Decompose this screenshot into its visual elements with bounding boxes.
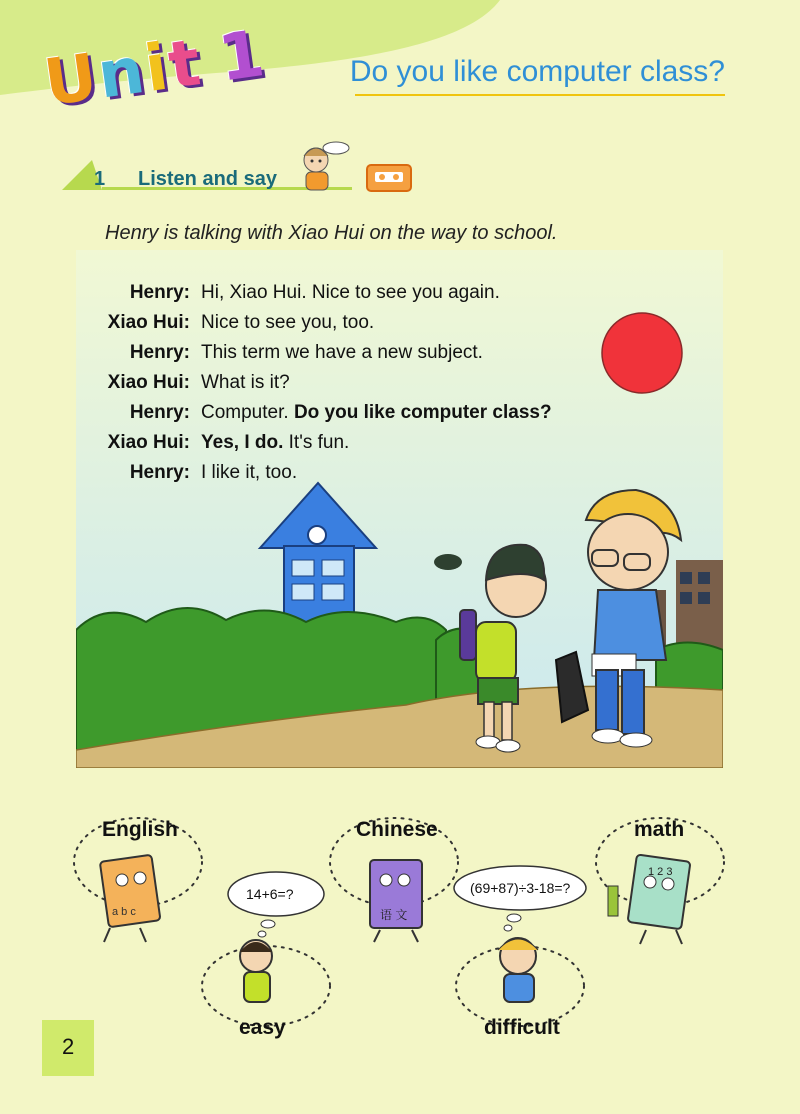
unit-number: 1 [214,16,271,97]
line-text: What is it? [201,372,290,393]
section-title: Listen and say [138,168,277,190]
math-book-glyphs: 1 2 3 [648,866,673,878]
speaker: Xiao Hui: [107,372,190,393]
key-sentence: Do you like computer class? [293,402,552,423]
story-scene [76,250,723,768]
unit-logo: Unit 1 [39,16,271,122]
speaker: Henry: [129,342,190,363]
word-math: math [634,818,685,841]
happy-girl-icon [240,940,272,1002]
page-number: 2 [62,1034,75,1059]
line-text: I like it, too. [201,462,298,483]
line-text-part: It's fun. [283,432,350,453]
line-text [201,432,349,454]
line-text: Hi, Xiao Hui. Nice to see you again. [201,282,500,303]
listening-girl-icon [296,134,356,192]
speaker: Henry: [129,282,190,303]
easy-sum-text: 14+6=? [246,886,294,902]
word-easy: easy [239,1016,286,1039]
speaker: Xiao Hui: [107,312,190,333]
english-book-icon [100,855,161,942]
speaker: Xiao Hui: [107,432,190,453]
intro-text: Henry is talking with Xiao Hui on the way to school. [105,222,558,244]
line-text: Nice to see you, too. [201,312,375,333]
title-underline [355,94,725,96]
english-book-glyphs: a b c [112,906,136,918]
speaker: Henry: [129,402,190,423]
hard-sum-text: (69+87)÷3-18=? [470,880,571,896]
line-text [201,402,552,424]
chinese-book-glyphs: 语 文 [380,908,408,922]
word-english: English [102,818,178,841]
word-difficult: difficult [484,1016,560,1039]
section-number: 1 [94,168,106,190]
page-title: Do you like computer class? [349,55,725,88]
sun [602,313,682,393]
confused-boy-icon [498,938,538,1002]
speaker: Henry: [129,462,190,483]
key-sentence: Yes, I do. [201,432,284,453]
word-chinese: Chinese [356,818,438,841]
line-text-part: Computer. [201,402,294,423]
chinese-book-icon [370,860,422,942]
cassette-tape-icon[interactable] [366,164,412,192]
line-text: This term we have a new subject. [201,342,483,363]
